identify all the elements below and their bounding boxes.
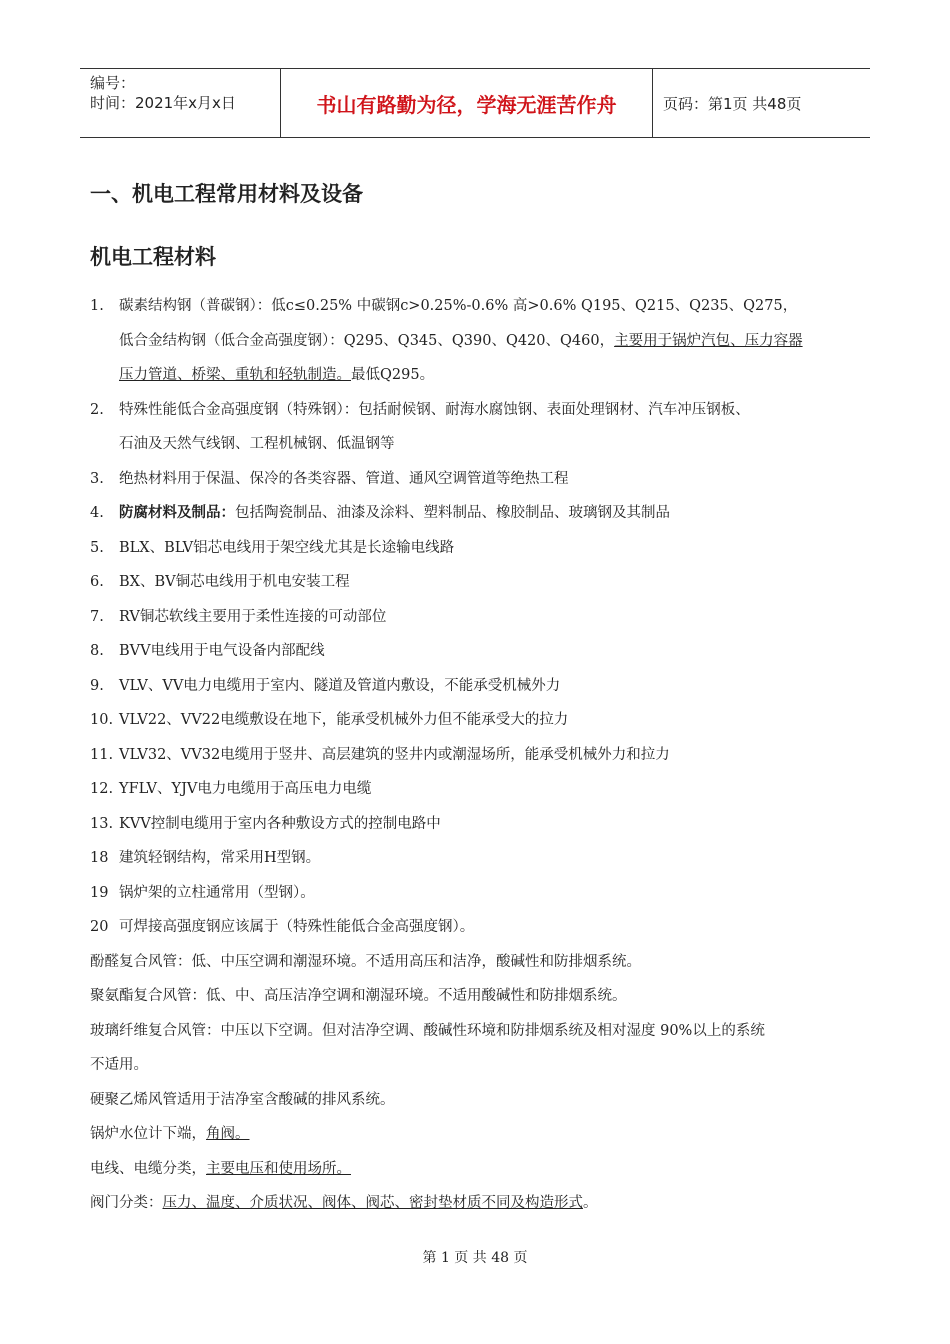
list-item: 19 锅炉架的立柱通常用（型钢）。 xyxy=(90,884,315,901)
list-item: 5. BLX、BLV铝芯电线用于架空线尤其是长途输电线路 xyxy=(90,539,455,556)
header-meta xyxy=(80,69,281,137)
section-title: 机电工程材料 xyxy=(90,245,216,269)
list-item: 10. VLV22、VV22电缆敷设在地下，能承受机械外力但不能承受大的拉力 xyxy=(90,712,569,728)
list-item: 4. 防腐材料及制品：包括陶瓷制品、油漆及涂料、塑料制品、橡胶制品、玻璃钢及其制品 xyxy=(90,504,670,521)
list-item: 11. VLV32、VV32电缆用于竖井、高层建筑的竖井内或潮湿场所，能承受机械外力和拉力 xyxy=(90,746,670,763)
document-body xyxy=(90,289,870,1221)
header-page-info: 页码：第1页 共48页 xyxy=(663,94,802,113)
paragraph: 阀门分类：压力、温度、介质状况、阀体、阀芯、密封垫材质不同及构造形式。 xyxy=(90,1195,598,1211)
paragraph: 电线、电缆分类，主要电压和使用场所。 xyxy=(90,1160,351,1177)
list-item: 12. YFLV、YJV电力电缆用于高压电力电缆 xyxy=(90,781,372,797)
paragraph: 玻璃纤维复合风管：中压以下空调。但对洁净空调、酸碱性环境和防排烟系统及相对湿度 90%以上的系统 xyxy=(90,1022,765,1039)
list-item: 1. 碳素结构钢（普碳钢）：低c≤0.25% 中碳钢c>0.25%-0.6% 高>0.6% Q195、Q215、Q235、Q275， 低合金结构钢（低合金高强度钢）：Q295、Q345、Q390、Q420、Q460，主要用于锅炉汽包、压力容器 压力管道、桥梁、重轨和轻轨制造。最低Q295。 xyxy=(90,298,803,383)
page-header xyxy=(80,68,870,138)
page-footer: 第 1 页 共 48 页 xyxy=(422,1250,528,1266)
list-item: 2. 特殊性能低合金高强度钢（特殊钢）：包括耐候钢、耐海水腐蚀钢、表面处理钢材、汽车冲压钢板、 石油及天然气线钢、工程机械钢、低温钢等 xyxy=(90,401,750,452)
list-item: 6. BX、BV铜芯电线用于机电安装工程 xyxy=(90,574,350,590)
header-motto: 书山有路勤为径，学海无涯苦作舟 xyxy=(281,69,653,137)
list-item: 3. 绝热材料用于保温、保冷的各类容器、管道、通风空调管道等绝热工程 xyxy=(90,470,569,487)
paragraph: 聚氨酯复合风管：低、中、高压洁净空调和潮湿环境。不适用酸碱性和防排烟系统。 xyxy=(90,988,627,1004)
paragraph: 硬聚乙烯风管适用于洁净室含酸碱的排风系统。 xyxy=(90,1091,395,1108)
list-item: 18 建筑轻钢结构，常采用H型钢。 xyxy=(90,850,321,866)
list-item: 20 可焊接高强度钢应该属于（特殊性能低合金高强度钢）。 xyxy=(90,919,475,935)
date-label: 时间：2021年x月x日 xyxy=(90,94,236,112)
list-item: 8. BVV电线用于电气设备内部配线 xyxy=(90,643,325,659)
list-item: 7. RV铜芯软线主要用于柔性连接的可动部位 xyxy=(90,608,387,625)
document-title: 一、机电工程常用材料及设备 xyxy=(90,182,363,206)
list-item: 13. KVV控制电缆用于室内各种敷设方式的控制电路中 xyxy=(90,815,441,832)
code-label: 编号： xyxy=(90,74,136,92)
paragraph: 不适用。 xyxy=(90,1057,148,1073)
paragraph: 锅炉水位计下端，角阀。 xyxy=(90,1126,250,1142)
paragraph: 酚醛复合风管：低、中压空调和潮湿环境。不适用高压和洁净，酸碱性和防排烟系统。 xyxy=(90,953,641,970)
list-item: 9. VLV、VV电力电缆用于室内、隧道及管道内敷设，不能承受机械外力 xyxy=(90,677,561,694)
